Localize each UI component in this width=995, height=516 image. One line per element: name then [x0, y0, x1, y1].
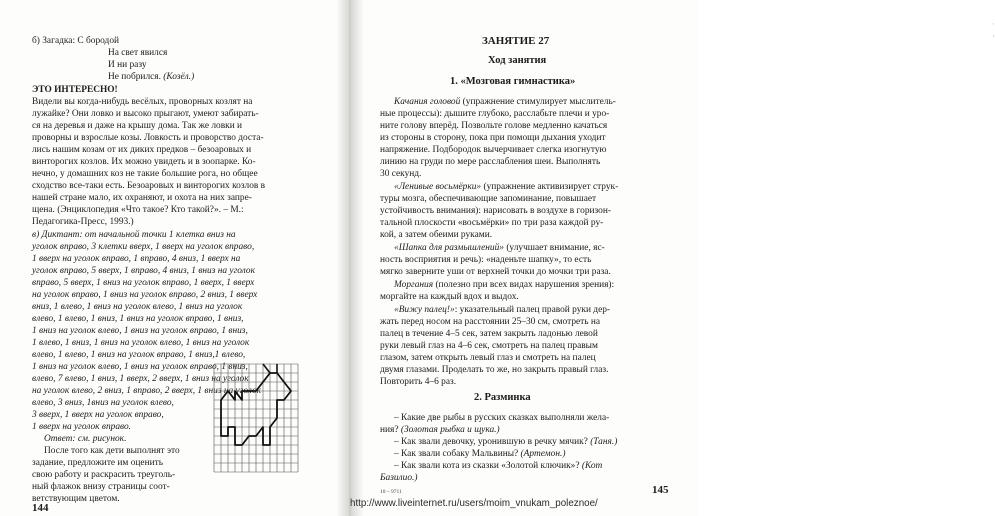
thinking-cap-line: мягко заверните уши от верхней точки до мочки три раза. — [380, 267, 611, 277]
warmup-line: ния? (Золотая рыбка и щука.) — [380, 425, 500, 435]
after-line: После того как дети выполнят это — [44, 446, 180, 456]
dictation-line: вниз, 1 влево, 1 вниз на уголок влево, 1 вниз на уголок — [32, 302, 243, 312]
printer-signature: 10 – 9711 — [380, 489, 402, 495]
after-line: свою работу и раскрасить треуголь- — [32, 470, 176, 480]
dictation-grid-figure — [214, 364, 298, 472]
section-title-brain-gym: 1. «Мозговая гимнастика» — [450, 76, 576, 87]
interesting-line: лись нашим козам от их диких предков – безоаровых и — [32, 145, 252, 155]
thinking-cap-line: «Шапка для размышлений» (улучшает внимание, яс- — [394, 243, 605, 253]
page-number-right: 145 — [652, 484, 669, 496]
interesting-line: нашей стране мало, их охраняют, и охота на них запре- — [32, 193, 252, 203]
lazy-eights-line: устойчивость внимания): нарисовать в воздухе в горизон- — [380, 206, 612, 216]
interesting-line: нечно, у домашних коз не такие большие рога, но общее — [32, 169, 258, 179]
source-url-watermark[interactable]: http://www.liveinternet.ru/users/moim_vnukam_poleznoe/ — [350, 498, 598, 509]
see-finger-line: «Вижу палец!»: указательный палец правой руки дер- — [394, 305, 611, 315]
see-finger-line: глазом, затем открыть левый глаз и смотреть на палец — [380, 353, 596, 363]
dictation-line: вправо, 5 вверх, 1 вниз на уголок вправо, 1 вверх, 1 вверх — [32, 278, 255, 288]
riddle-intro: б) Загадка: С бородой — [32, 36, 120, 46]
see-finger-line: палец в течение 4–5 сек, затем закрыть ладонью левой — [380, 329, 598, 339]
right-page — [352, 0, 995, 516]
dictation-line: на уголок вправо, 1 вниз на уголок вправо, 2 вниз, 1 вверх — [32, 290, 258, 300]
thinking-cap-line: ность восприятия и речь): «наденьте шапку», то есть — [380, 255, 592, 265]
dictation-line: влево, 1 влево, 1 вниз на уголок вправо, 1 вниз,1 влево, — [32, 350, 246, 360]
warmup-line: – Какие две рыбы в русских сказках выполняли жела- — [394, 413, 610, 423]
head-rocking-line: ные процессы): дышите глубоко, расслабьте плечи и уро- — [380, 109, 610, 119]
riddle-line: И ни разу — [108, 60, 147, 70]
dictation-line: в) Диктант: от начальной точки 1 клетка вниз на — [32, 230, 236, 240]
interesting-line: лужайке? Они ловко и высоко прыгают, умеют забирать- — [32, 109, 259, 119]
dictation-line: 1 вниз на уголок влево, 1 вниз на уголок вправо, 1 вниз, — [32, 326, 248, 336]
warmup-line: – Как звали девочку, уронившую в речку мячик? (Таня.) — [394, 437, 618, 447]
warmup-line: – Как звали собаку Мальвины? (Артемон.) — [394, 449, 566, 459]
dictation-line: уголок вправо, 5 вверх, 1 вправо, 4 вниз, 1 вниз на уголок — [32, 266, 255, 276]
dictation-line: 1 вверх на уголок вправо. — [32, 422, 132, 432]
head-rocking-line: 30 секунд. — [380, 169, 422, 179]
lazy-eights-line: «Ленивые восьмёрки» (упражнение активизирует струк- — [394, 182, 619, 192]
blinking-line: моргайте на каждый вдох и выдох. — [380, 292, 519, 302]
lesson-title: ЗАНЯТИЕ 27 — [482, 35, 550, 47]
section-title-warmup: 2. Разминка — [474, 392, 531, 403]
dictation-line: на уголок влево, 2 вниз, 1 вправо, 2 вверх, 1 вниз на уголок — [32, 386, 262, 396]
interesting-line: винторогих козлов. Их можно увидеть и в зоопарке. Ко- — [32, 157, 256, 167]
after-line: ветствующим цветом. — [32, 494, 120, 504]
warmup-line: Базилио.) — [380, 473, 418, 483]
head-rocking-line: линию на груди по мере расслабления шеи. Выполнять — [380, 157, 601, 167]
dictation-line: влево, 3 вниз, 1вниз на уголок влево, — [32, 398, 174, 408]
bleed-through-mark: · · — [992, 19, 995, 42]
dictation-line: 1 вниз на уголок влево, 1 вниз на уголок вправо, 1 вниз, — [32, 362, 248, 372]
dictation-line: влево, 7 влево, 1 вниз, 1 вверх, 2 вверх, 1 вниз на уголок — [32, 374, 249, 384]
lesson-subtitle: Ход занятия — [488, 55, 547, 66]
head-rocking-line: ните голову вперёд. Позвольте голове медленно качаться — [380, 121, 608, 131]
answer-line: Ответ: см. рисунок. — [44, 434, 127, 444]
interesting-line: Педагогика-Пресс, 1993.) — [32, 217, 134, 227]
lazy-eights-line: тальной плоскости «восьмёрки» по три раза каждой ру- — [380, 218, 604, 228]
blinking-line: Моргания (полезно при всех видах нарушения зрения): — [394, 280, 615, 290]
grid-lines — [214, 364, 298, 472]
interesting-line: щена. (Энциклопедия «Что такое? Кто такой?». – М.: — [32, 205, 244, 215]
page-number-left: 144 — [32, 502, 49, 514]
after-line: задание, предложите им оценить — [32, 458, 163, 468]
see-finger-line: Повторить 4–6 раз. — [380, 377, 457, 387]
dictation-line: 1 влево, 1 вниз, 1 вниз на уголок влево, 1 вниз на уголок — [32, 338, 250, 348]
see-finger-line: двумя глазами. Проделать то же, но закрыть правый глаз. — [380, 365, 609, 375]
interesting-line: проворны и взрослые козы. Ловкость и проворство доста- — [32, 133, 264, 143]
riddle-line: Не побрился. (Козёл.) — [108, 72, 195, 82]
see-finger-line: жать перед носом на расстоянии 25–30 см, смотреть на — [380, 317, 601, 327]
interesting-line: Видели вы когда-нибудь весёлых, проворных козлят на — [32, 97, 253, 107]
left-page — [0, 0, 345, 516]
head-rocking-line: из стороны в сторону, пока при помощи дыхания уходит — [380, 133, 606, 143]
warmup-line: – Как звали кота из сказки «Золотой ключик»? (Кот — [394, 461, 603, 471]
dictation-line: влево, 1 влево, 1 вниз, 1 вниз на уголок вправо, 1 вниз, — [32, 314, 244, 324]
lazy-eights-line: кой, а затем обеими руками. — [380, 230, 493, 240]
interesting-line: ся на деревья и даже на крышу дома. Так же ловки и — [32, 121, 243, 131]
head-rocking-line: напряжение. Подбородок вычерчивает слегка изогнутую — [380, 145, 607, 155]
lazy-eights-line: туры мозга, обеспечивающие запоминание, повышает — [380, 194, 597, 204]
dictation-line: уголок вправо, 3 клетки вверх, 1 вверх на уголок вправо, — [32, 242, 255, 252]
interesting-line: сходство все-таки есть. Безоаровых и винторогих козлов в — [32, 181, 266, 191]
see-finger-line: руки левый глаз на 4–6 сек, смотреть на палец правым — [380, 341, 598, 351]
after-line: ный флажок внизу страницы соот- — [32, 482, 170, 492]
dictation-line: 3 вверх, 1 вверх на уголок вправо, — [32, 410, 164, 420]
dictation-line: 1 вверх на уголок вправо, 1 вправо, 4 вниз, 1 вверх на — [32, 254, 241, 264]
head-rocking-line: Качания головой (упражнение стимулирует мыслитель- — [394, 97, 616, 107]
riddle-answer: (Козёл.) — [163, 72, 195, 82]
riddle-line: На свет явился — [108, 48, 168, 58]
interesting-heading: ЭТО ИНТЕРЕСНО! — [32, 85, 118, 95]
